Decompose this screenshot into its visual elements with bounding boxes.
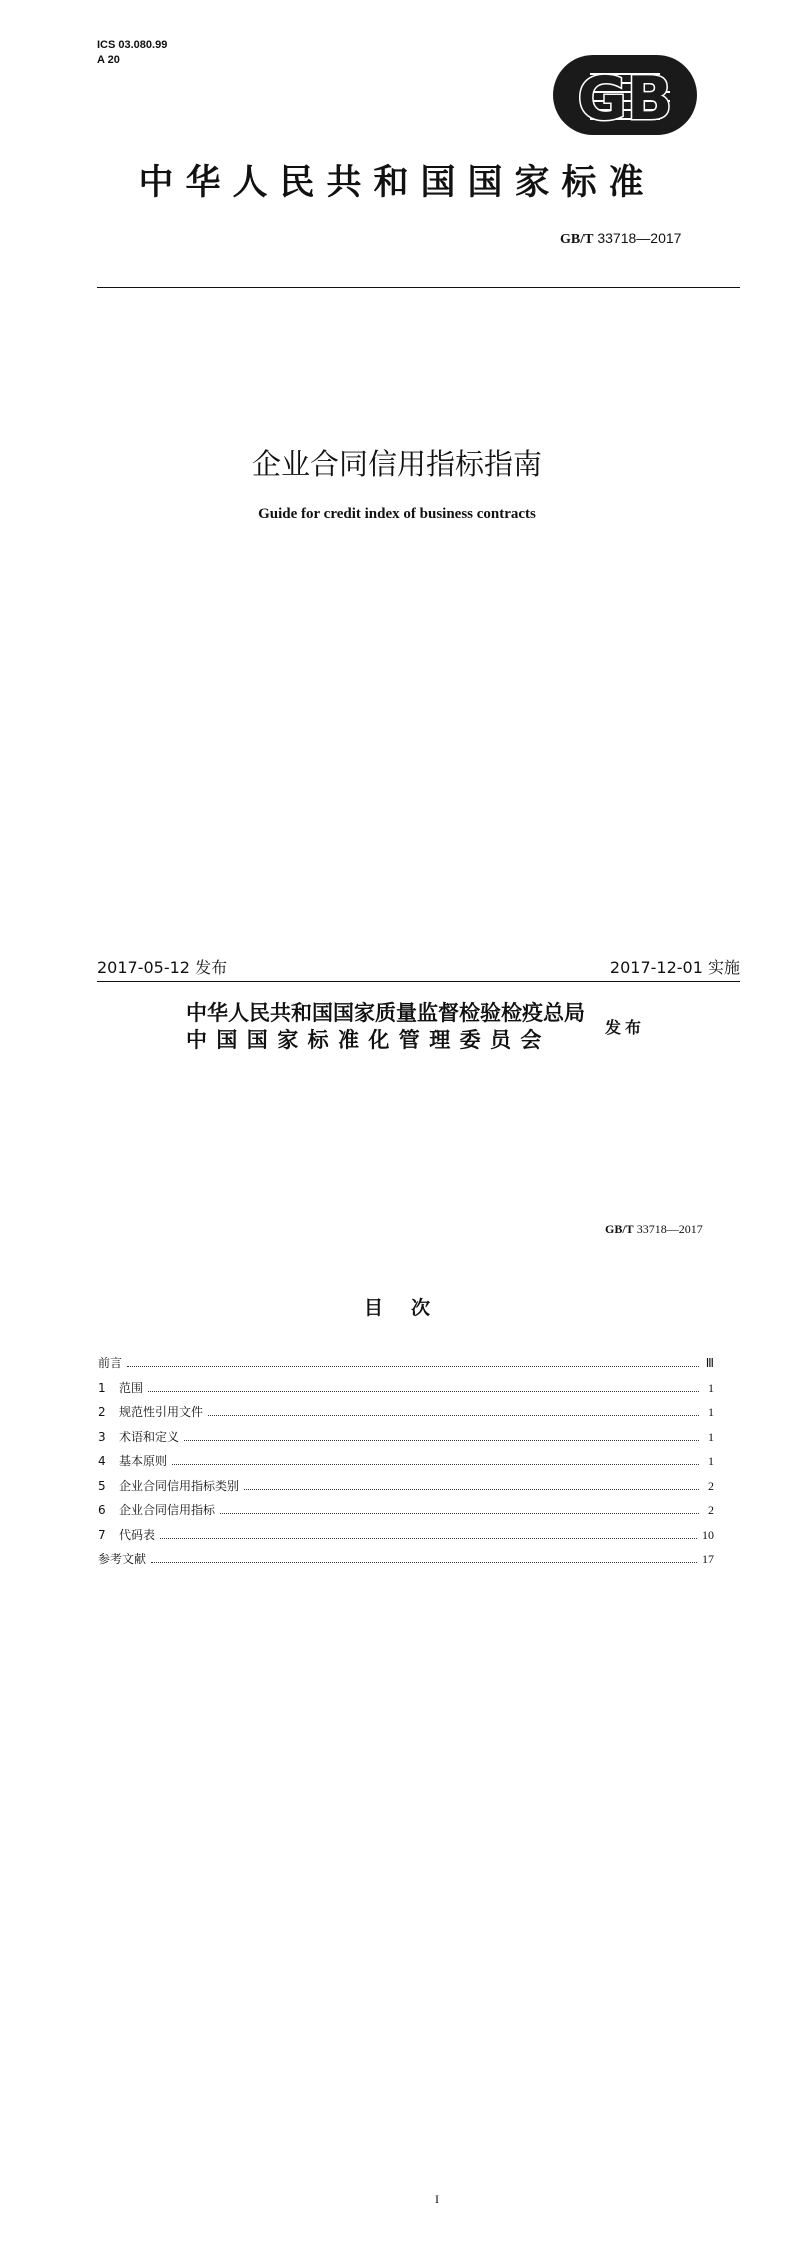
toc-entry-page: 1: [708, 1380, 714, 1395]
document-title-chinese: 企业合同信用指标指南: [251, 447, 542, 481]
issuer-sac: 中国国家标准化管理委员会: [186, 1028, 551, 1052]
toc-leader-dots: [160, 1538, 697, 1539]
toc-entry-label: 前言: [98, 1356, 123, 1370]
toc-entry-code-table[interactable]: [98, 1526, 714, 1551]
toc-leader-dots: [208, 1415, 699, 1416]
page-number: I: [435, 2192, 439, 2206]
toc-entry-number: 3: [98, 1429, 106, 1444]
toc-entry-label: 规范性引用文件: [119, 1405, 204, 1419]
issue-word: 发布: [605, 1018, 646, 1037]
toc-entry-page: 1: [708, 1405, 714, 1419]
toc-entry-label: 企业合同信用指标类别: [119, 1478, 240, 1493]
toc-entry-label: 参考文献: [98, 1552, 147, 1566]
toc-entry-number: 5: [98, 1478, 106, 1493]
toc-entry-label: 基本原则: [119, 1454, 168, 1468]
toc-leader-dots: [127, 1366, 699, 1367]
toc-leader-dots: [172, 1464, 699, 1465]
toc-entry-normative-references[interactable]: [98, 1403, 714, 1428]
standard-name: 中华人民共和国国家标准: [138, 163, 656, 203]
toc-leader-dots: [151, 1562, 697, 1563]
toc-entry-index-categories[interactable]: [98, 1477, 714, 1502]
toc-entry-terms[interactable]: [98, 1428, 714, 1453]
page-header-standard-number: [605, 1222, 703, 1237]
issuing-authorities: [186, 1000, 585, 1054]
toc-leader-dots: [220, 1513, 699, 1514]
date-rule: [97, 981, 740, 982]
toc-leader-dots: [184, 1440, 699, 1441]
toc-entry-page: Ⅲ: [705, 1356, 714, 1370]
gb-logo: [550, 52, 700, 138]
toc-entry-label: 代码表: [119, 1527, 156, 1542]
standard-number-value: 33718—2017: [597, 230, 682, 246]
toc-leader-dots: [148, 1391, 699, 1392]
toc-entry-page: 17: [702, 1552, 714, 1566]
ccs-code: A 20: [97, 54, 120, 66]
implement-date: 2017-12-01 实施: [609, 958, 740, 977]
standard-number: [560, 230, 681, 248]
toc-entry-number: 7: [98, 1527, 106, 1542]
standard-number-prefix: GB/T: [560, 232, 594, 247]
toc-leader-dots: [244, 1489, 699, 1490]
toc-entry-principles[interactable]: [98, 1452, 714, 1477]
header-number: 33718—2017: [636, 1222, 703, 1236]
document-title-english: Guide for credit index of business contracts: [258, 506, 536, 522]
toc-entry-number: 4: [98, 1454, 106, 1468]
toc-entry-label: 范围: [119, 1380, 144, 1395]
header-rule: [97, 287, 740, 288]
classification-codes: [97, 38, 167, 68]
ics-code: ICS 03.080.99: [97, 39, 168, 51]
toc-entry-scope[interactable]: [98, 1379, 714, 1404]
table-of-contents: [98, 1354, 714, 1575]
logo-text: GB: [577, 64, 673, 134]
toc-entry-credit-index[interactable]: [98, 1501, 714, 1526]
issuer-aqsiq: 中华人民共和国国家质量监督检验检疫总局: [186, 1001, 585, 1025]
toc-entry-page: 1: [708, 1454, 714, 1468]
toc-entry-page: 2: [708, 1478, 714, 1493]
publish-date: 2017-05-12 发布: [97, 958, 228, 977]
toc-entry-foreword[interactable]: [98, 1354, 714, 1379]
toc-entry-bibliography[interactable]: [98, 1550, 714, 1575]
toc-title: 目次: [363, 1297, 458, 1319]
toc-entry-page: 1: [708, 1429, 714, 1444]
toc-entry-page: 10: [702, 1527, 714, 1542]
header-prefix: GB/T: [605, 1222, 634, 1236]
toc-entry-page: 2: [708, 1503, 714, 1517]
toc-entry-number: 1: [98, 1380, 106, 1395]
toc-entry-label: 术语和定义: [119, 1429, 180, 1444]
toc-entry-number: 2: [98, 1405, 106, 1419]
toc-entry-label: 企业合同信用指标: [119, 1503, 216, 1517]
toc-entry-number: 6: [98, 1503, 106, 1517]
